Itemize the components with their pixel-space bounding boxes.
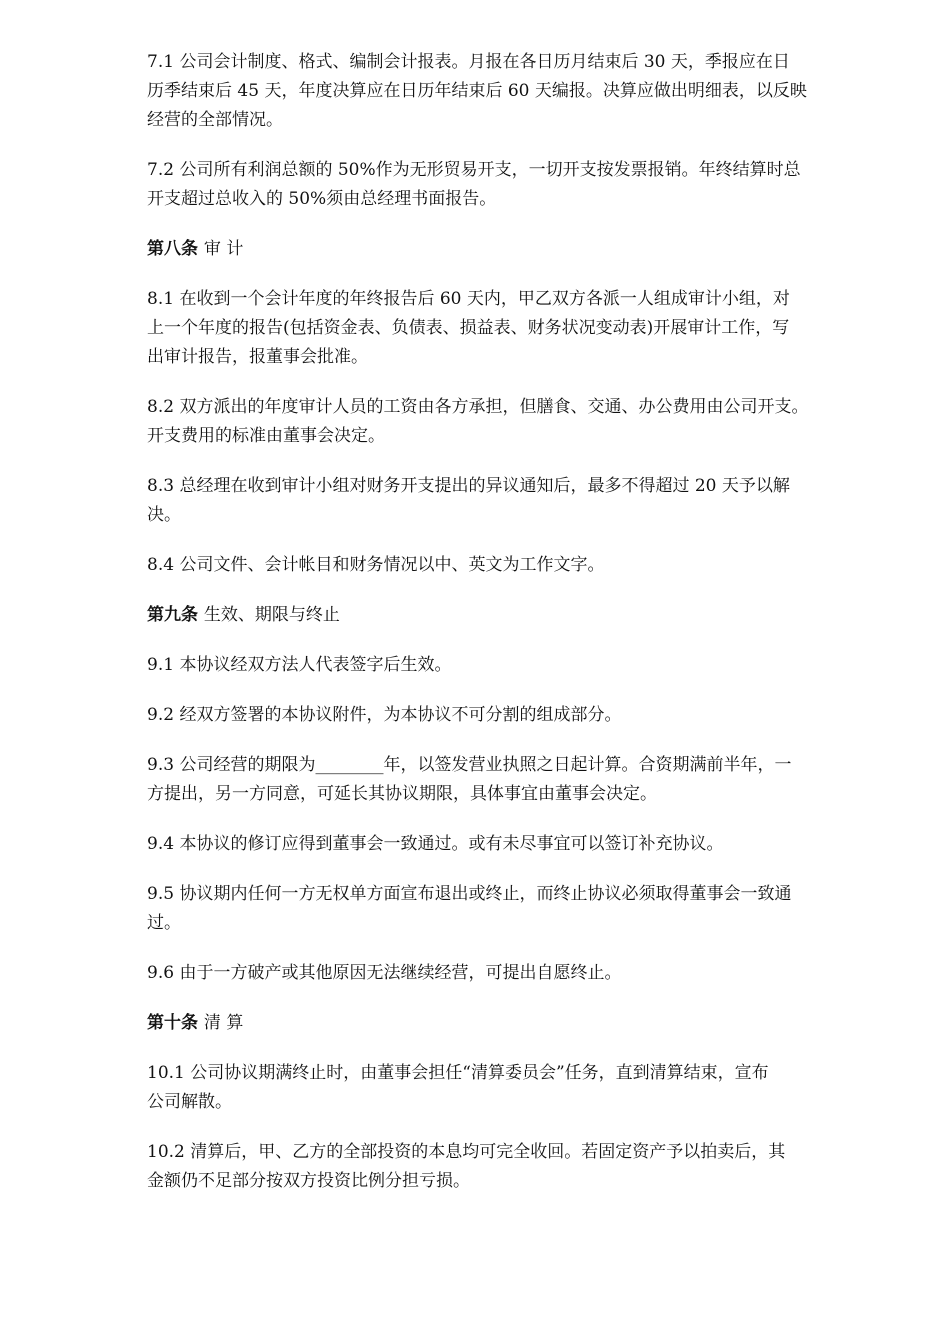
clause-line: 开支费用的标准由董事会决定。 [147,426,385,446]
clause-line: 9.1 本协议经双方法人代表签字后生效。 [147,655,452,675]
article-9-heading [147,601,889,630]
clause-line: 金额仍不足部分按双方投资比例分担亏损。 [147,1171,470,1191]
clause-line: 出审计报告，报董事会批准。 [147,347,368,367]
clause-9-5 [147,880,889,938]
article-heading-line [147,235,889,264]
article-label: 第九条 [147,605,198,625]
clause-9-4 [147,830,889,859]
clause-8-3 [147,472,889,530]
clause-line: 决。 [147,505,181,525]
clause-line: 9.3 公司经营的期限为________年，以签发营业执照之日起计算。合资期满前半年，一 [147,755,792,775]
clause-8-4 [147,551,889,580]
clause-10-2 [147,1138,889,1196]
clause-7-2 [147,156,889,214]
clause-line: 历季结束后 45 天，年度决算应在日历年结束后 60 天编报。决算应做出明细表，以反映 [147,81,807,101]
clause-8-2 [147,393,889,451]
article-title: 生效、期限与终止 [203,605,340,625]
clause-line: 8.2 双方派出的年度审计人员的工资由各方承担，但膳食、交通、办公费用由公司开支。 [147,397,809,417]
clause-line: 方提出，另一方同意，可延长其协议期限，具体事宜由董事会决定。 [147,784,657,804]
article-heading-line [147,1009,889,1038]
clause-line: 上一个年度的报告(包括资金表、负债表、损益表、财务状况变动表)开展审计工作，写 [147,318,790,338]
article-label: 第八条 [147,239,198,259]
clause-8-1 [147,285,889,372]
clause-9-2 [147,701,889,730]
article-title: 清 算 [203,1013,244,1033]
clause-line: 过。 [147,913,181,933]
clause-10-1 [147,1059,889,1117]
clause-line: 8.3 总经理在收到审计小组对财务开支提出的异议通知后，最多不得超过 20 天予以解 [147,476,790,496]
clause-line: 10.2 清算后，甲、乙方的全部投资的本息均可完全收回。若固定资产予以拍卖后，其 [147,1142,786,1162]
clause-9-1 [147,651,889,680]
clause-line: 经营的全部情况。 [147,110,283,130]
clause-9-3 [147,751,889,809]
article-8-heading [147,235,889,264]
clause-line: 公司解散。 [147,1092,232,1112]
document-body [147,48,889,1217]
clause-line: 8.1 在收到一个会计年度的年终报告后 60 天内，甲乙双方各派一人组成审计小组，对 [147,289,790,309]
clause-line: 10.1 公司协议期满终止时，由董事会担任“清算委员会”任务，直到清算结束，宣布 [147,1063,769,1083]
clause-9-6 [147,959,889,988]
article-label: 第十条 [147,1013,198,1033]
clause-line: 7.1 公司会计制度、格式、编制会计报表。月报在各日历月结束后 30 天，季报应在日 [147,52,790,72]
article-10-heading [147,1009,889,1038]
clause-line: 8.4 公司文件、会计帐目和财务情况以中、英文为工作文字。 [147,555,605,575]
clause-line: 7.2 公司所有利润总额的 50%作为无形贸易开支，一切开支按发票报销。年终结算时总 [147,160,801,180]
clause-line: 9.5 协议期内任何一方无权单方面宣布退出或终止，而终止协议必须取得董事会一致通 [147,884,792,904]
clause-line: 9.2 经双方签署的本协议附件，为本协议不可分割的组成部分。 [147,705,622,725]
clause-line: 9.4 本协议的修订应得到董事会一致通过。或有未尽事宜可以签订补充协议。 [147,834,724,854]
article-heading-line [147,601,889,630]
article-title: 审 计 [203,239,244,259]
clause-line: 开支超过总收入的 50%须由总经理书面报告。 [147,189,497,209]
clause-line: 9.6 由于一方破产或其他原因无法继续经营，可提出自愿终止。 [147,963,622,983]
clause-7-1 [147,48,889,135]
